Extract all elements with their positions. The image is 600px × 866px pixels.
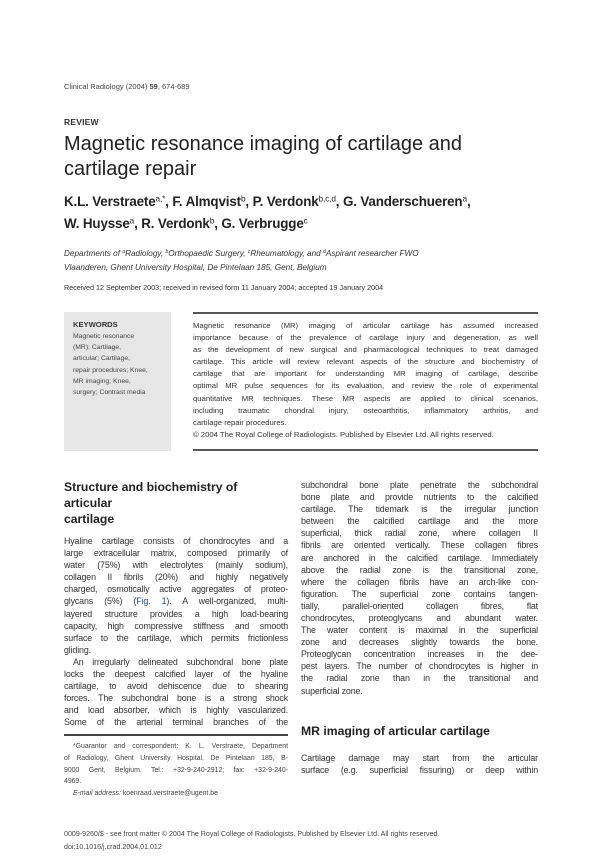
journal-name: Clinical Radiology (2004) xyxy=(64,82,148,91)
author-sup: b,c,d xyxy=(318,193,336,204)
text-line: optimal MR pulse sequences for its evaluation, and review the role of experimental xyxy=(193,381,538,391)
page-footer xyxy=(64,828,538,854)
figure-1-link[interactable]: Fig. 1 xyxy=(136,596,167,607)
affil-c: Rheumatology, and xyxy=(250,249,323,258)
text-line: pest layers. The number of chondrocytes is higher in xyxy=(301,661,538,672)
abstract-wrapper xyxy=(193,312,538,451)
author-sup: b xyxy=(209,215,215,226)
journal-volume: 59 xyxy=(149,82,158,91)
text-line: the radial zone than in the transitional and xyxy=(301,673,538,684)
text-line: layered structure provides a high load-bearing xyxy=(64,608,288,619)
abstract-text xyxy=(193,320,538,429)
heading-line: cartilage xyxy=(64,511,115,526)
text-line: surgery; Contrast media xyxy=(73,389,146,397)
article-type: REVIEW xyxy=(64,117,99,127)
author: G. Verbrugge xyxy=(221,216,304,231)
text-line: water (75%) with electrolytes (mainly sodium), xyxy=(64,560,288,571)
text-line: chondrocytes, proteoglycans and abundant water. xyxy=(301,612,538,623)
text-line: figuration. The superficial zone contains tangen- xyxy=(301,588,538,599)
footnote xyxy=(64,741,288,800)
abstract xyxy=(193,314,538,449)
text-line: surface to the cartilage, which permits frictionless xyxy=(64,632,288,643)
author: P. Verdonk xyxy=(252,194,319,209)
footnote-block xyxy=(64,728,288,799)
text-line: cartilage. The tidemark is the irregular junction xyxy=(301,504,538,515)
text-line: Magnetic resonance (MR) imaging of articular cartilage has assumed increased xyxy=(193,321,538,330)
journal-pages: , 674-689 xyxy=(157,82,190,91)
text-line: zone and decreases slightly towards the bone. xyxy=(301,637,538,648)
affil-d: Aspirant researcher FWO xyxy=(325,249,419,258)
text-line: Proteoglycan concentration increases in the dee- xyxy=(301,649,538,660)
text-line: and load absorber, which is highly vascularized. xyxy=(64,705,288,716)
text-line: 9000 Gent, Belgium. Tel.: +32-9-240-2912; fax: +32-9-240- xyxy=(64,766,288,774)
text-line: above the radial zone is the transitional zone, xyxy=(301,564,538,575)
text-line: locks the deepest calcified layer of the hyaline xyxy=(64,668,288,679)
affil-address: Vlaanderen, Ghent University Hospital, De Pintelaan 185, Gent, Belgium xyxy=(64,263,327,272)
text-line: Some of the arterial terminal branches of the xyxy=(64,717,288,728)
author: W. Huysse xyxy=(64,216,130,231)
keywords-heading: KEYWORDS xyxy=(73,320,118,329)
author-list: K.L. Verstraete$^{a,*}$, F. Almqvist$^b$, P. Verdonk$^{b,c,d}$, G. Vanderschueren$^a$, W. Huysse$^a$, R. Verdonk$^b$, G. Verbrugge$^c$ xyxy=(64,193,471,231)
footnote-text xyxy=(64,741,288,788)
text: ). A well-organized, multi- xyxy=(166,596,289,607)
text-line: articular; Cartilage, xyxy=(73,355,131,363)
section1-col2 xyxy=(301,479,538,697)
author-sup: b xyxy=(240,193,246,204)
author: G. Vanderschueren xyxy=(342,194,463,209)
section2-text xyxy=(301,752,538,776)
paragraph-1-cont xyxy=(64,608,288,656)
text-line: tially, parallel-oriented collagen fibres, flat xyxy=(301,600,538,611)
title-line: Magnetic resonance imaging of cartilage and xyxy=(64,133,463,155)
text-line: cartilage, to avoid dehiscence due to shearing xyxy=(64,681,288,692)
paragraph-2 xyxy=(64,656,288,729)
body-columns xyxy=(64,479,538,800)
text-line: Hyaline cartilage consists of chondrocytes and a xyxy=(64,535,288,546)
author-sup: a xyxy=(462,193,467,204)
text-line: The water content is maximal in the superficial xyxy=(301,625,538,636)
author-sup: c xyxy=(303,215,308,226)
text-line: superficial zone. xyxy=(301,685,363,696)
text-line: cartilage repair procedures. xyxy=(193,417,287,427)
text-line: repair procedures; Knee, xyxy=(73,366,148,374)
paragraph-1 xyxy=(64,535,288,595)
text-line: are anchored in the calcified cartilage. Immediately xyxy=(301,552,538,563)
paragraph xyxy=(301,752,538,776)
column-right xyxy=(301,479,538,800)
email-address[interactable]: koenraad.verstraete@ugent.be xyxy=(122,790,218,798)
text-line: importance because of the prevalence of cartilage injury and degeneration, as well xyxy=(193,333,538,343)
abstract-bottom-rule xyxy=(193,449,538,451)
footnote-rule xyxy=(64,734,288,736)
text-line: superficial, thick radial zone, where collagen II xyxy=(301,528,538,539)
author: F. Almqvist xyxy=(172,194,241,209)
abstract-copyright: © 2004 The Royal College of Radiologists. Published by Elsevier Ltd. All rights reserved. xyxy=(193,429,494,439)
affil-a: Radiology, xyxy=(125,249,166,258)
text-line: 4969. xyxy=(64,778,82,786)
keywords-list xyxy=(73,331,167,398)
text: glycans (5%) ( xyxy=(64,596,137,607)
section1-col1 xyxy=(64,535,288,729)
keywords-box xyxy=(64,312,171,451)
section-heading-structure xyxy=(64,479,288,527)
author: R. Verdonk xyxy=(141,216,210,231)
text-line: collagen II fibrils (20%) and highly negatively xyxy=(64,572,288,583)
keywords-abstract-row xyxy=(64,312,538,451)
text-line: surface (e.g. superficial fissuring) or deep within xyxy=(301,764,538,775)
text-line: as the development of new surgical and pharmacological techniques to treat damaged xyxy=(193,345,538,355)
text-line: Magnetic resonance xyxy=(73,333,135,340)
text-line: cartilage. This article will review relevant aspects of the structure and biochemistry of xyxy=(193,357,538,367)
text-line: forces. The subchondral bone is a strong shock xyxy=(64,693,288,704)
text-line: quantitative MR techniques. These MR aspects are applied to clinical scenarios, xyxy=(193,393,538,403)
text-line xyxy=(64,595,288,607)
text-line: subchondral bone plate penetrate the subchondral xyxy=(301,479,538,490)
text-line: where the collagen fibrils have an arch-like con- xyxy=(301,576,538,587)
article-title xyxy=(64,132,538,182)
footer-copyright: 0009-9260/$ - see front matter © 2004 The Royal College of Radiologists. Published by Elsevier Ltd. All rights reserved. xyxy=(64,829,440,838)
text-line: charged, osmotically active aggregates of proteo- xyxy=(64,584,288,595)
text-line: between the calcified cartilage and the more xyxy=(301,516,538,527)
received-dates: Received 12 September 2003; received in revised form 11 January 2004; accepted 19 January 2004 xyxy=(64,283,384,292)
text-line: bone plate and provide nutrients to the calcified xyxy=(301,492,538,503)
text-line: including traumatic chondral injury, osteoarthritis, inflammatory arthritis, and xyxy=(193,405,538,415)
affil-b: Orthopaedic Surgery, xyxy=(168,249,248,258)
section-heading-mr-imaging: MR imaging of articular cartilage xyxy=(301,723,490,738)
text-line: large extracellular matrix, composed primarily of xyxy=(64,548,288,559)
footer-doi: doi:10.1016/j.crad.2004.01.012 xyxy=(64,842,162,851)
text-line: of Radiology, Ghent University Hospital, De Pintelaan 185, B- xyxy=(64,754,288,762)
affiliations: Departments of $^a$Radiology, $^b$Orthopaedic Surgery, $^c$Rheumatology, and $^d$Aspirant researcher FWO Vlaanderen, Ghent University Hospital, De Pintelaan 185, Gent, Belgium xyxy=(64,247,538,275)
text-line: (MR); Cartilage, xyxy=(73,344,121,352)
author: K.L. Verstraete xyxy=(64,194,156,209)
text-line: gliding. xyxy=(64,644,91,655)
text-line: cartilage that are important for understanding MR imaging of cartilage, describe xyxy=(193,369,538,379)
paragraph-2-cont xyxy=(301,479,538,697)
title-line: cartilage repair xyxy=(64,158,197,180)
text-line: *Guarantor and correspondent: K. L. Verstraete, Department xyxy=(73,742,288,750)
heading-line: Structure and biochemistry of articular xyxy=(64,479,238,510)
text-line: MR imaging; Knee, xyxy=(73,377,131,385)
author-sup: a xyxy=(129,215,135,226)
text-line: capacity, high compressive stiffness and smooth xyxy=(64,620,288,631)
email-label: E-mail address: xyxy=(73,790,121,798)
journal-citation xyxy=(64,82,538,92)
text-line: Cartilage damage may start from the articular xyxy=(301,752,538,763)
text-line: An irregularly delineated subchondral bone plate xyxy=(73,656,288,667)
author-sup: a,* xyxy=(155,193,166,204)
column-left xyxy=(64,479,288,800)
affil-prefix: Departments of xyxy=(64,249,123,258)
text-line: fibrils are oriented vertically. These collagen fibres xyxy=(301,540,538,551)
